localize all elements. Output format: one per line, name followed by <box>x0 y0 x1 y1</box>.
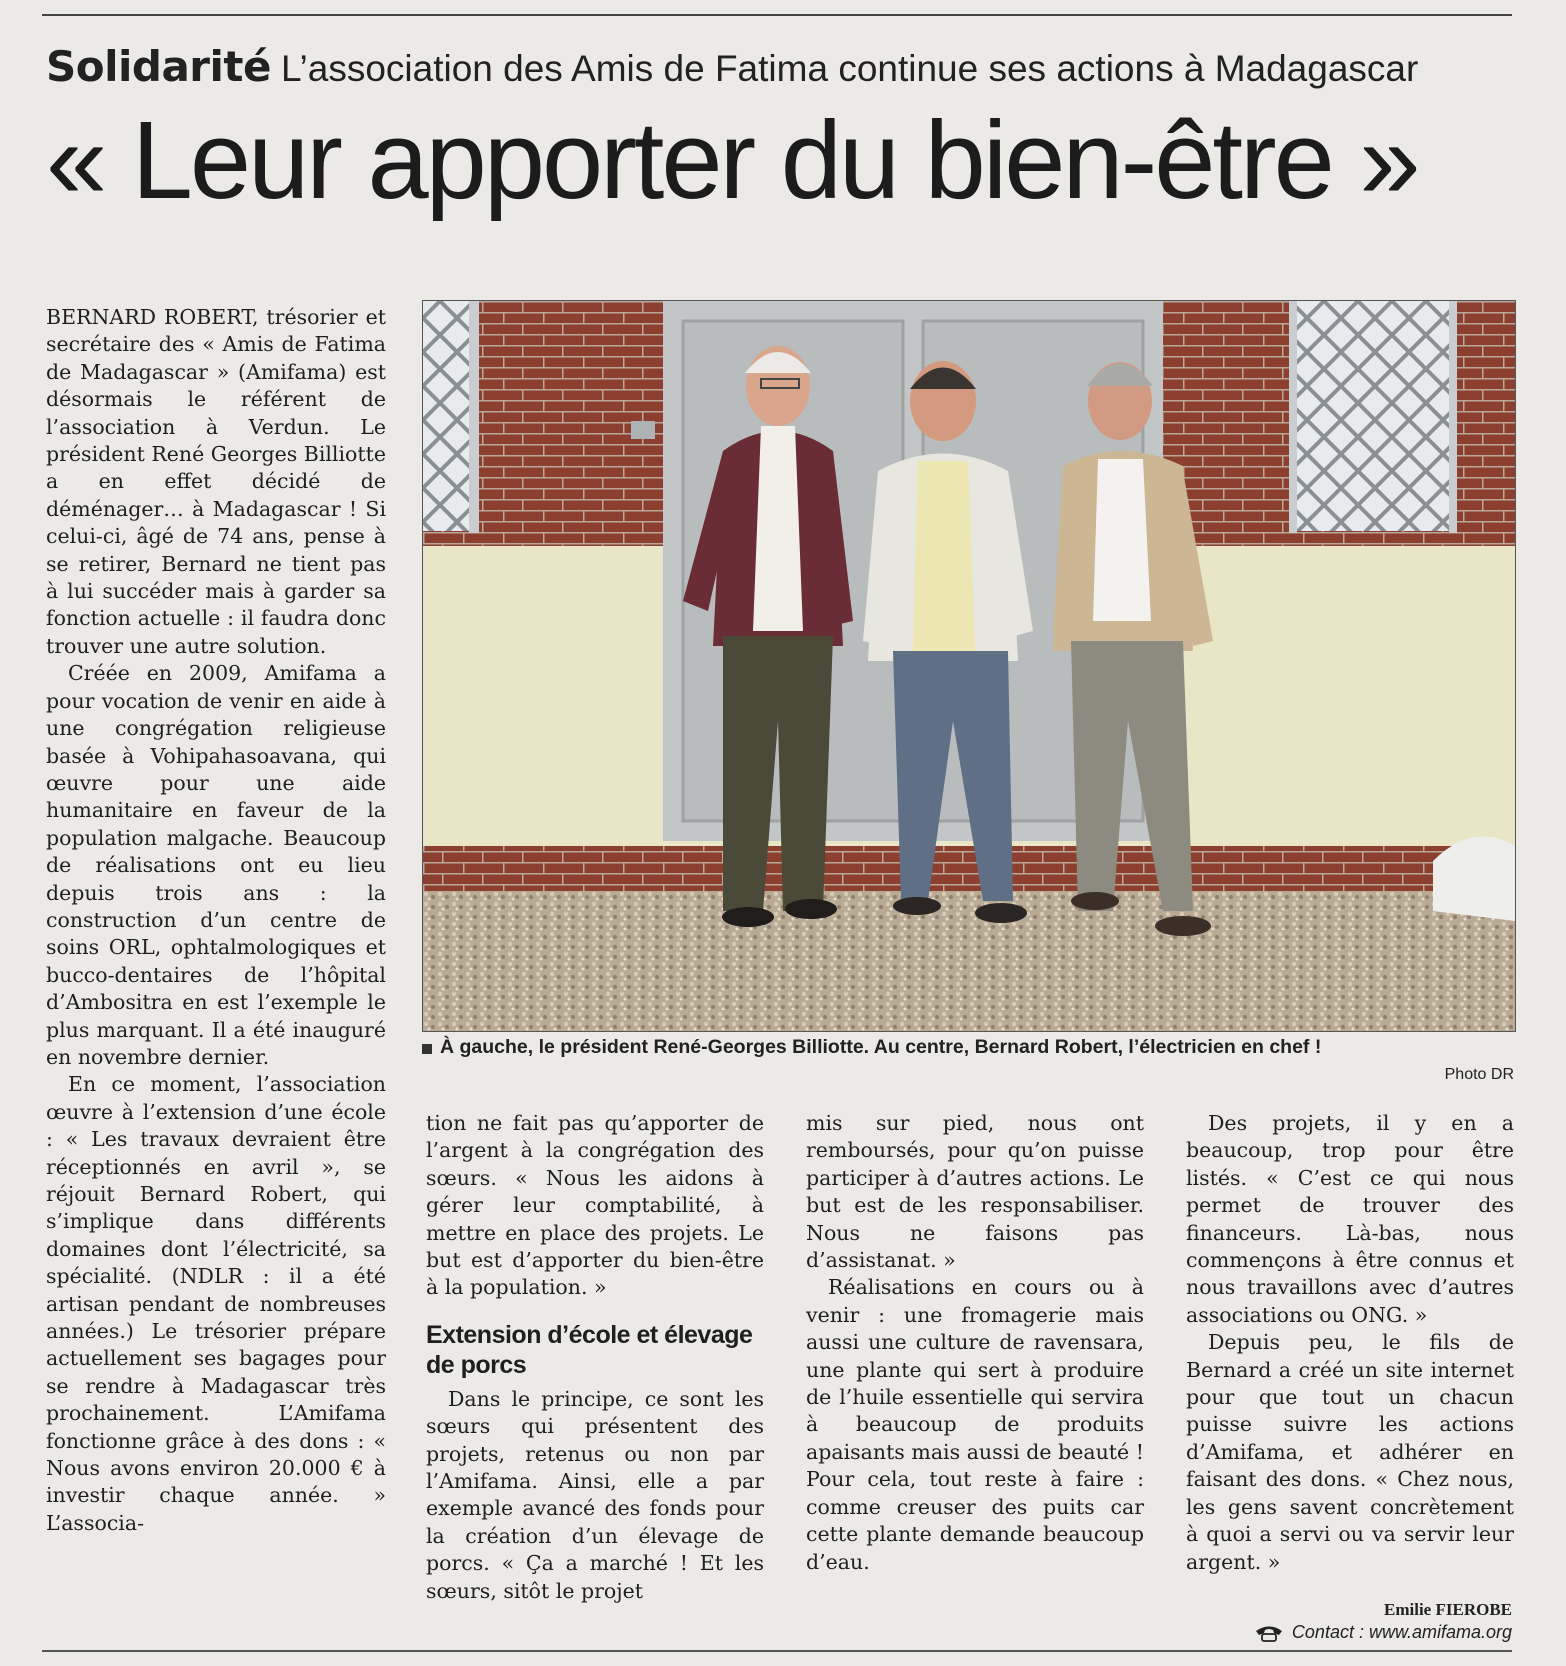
article-column-3 <box>806 1110 1144 1576</box>
paragraph: Créée en 2009, Amifama a pour vocation de venir en aide à une congrégation religieuse basée à Vohipahasoavana, qui œuvre pour une aide humanitaire en faveur de la population malgache. Beaucoup de réalisations ont eu lieu depuis trois ans : la construction d’un centre de soins ORL, ophtalmologiques et bucco-dentaires de l’hôpital d’Ambositra en est l’exemple le plus marquant. Il a été inauguré en novembre dernier. <box>46 661 386 1069</box>
caption-bullet-icon <box>422 1044 432 1054</box>
article-column-4 <box>1186 1110 1514 1576</box>
contact-text: Contact : www.amifama.org <box>1291 1622 1512 1642</box>
article-column-1 <box>46 304 386 1634</box>
paragraph: En ce moment, l’association œuvre à l’extension d’une école : « Les travaux devraient être réceptionnés en avril », se réjouit Bernard Robert, qui s’implique dans différents domaines dont l’électricité, sa spécialité. (NDLR : il a été artisan pendant de nombreuses années.) Le trésorier prépare actuellement ses bagages pour se rendre à Madagascar très prochainement. L’Amifama fonctionne grâce à des dons : « Nous avons environ 20.000 € à investir chaque année. » L’associa- <box>46 1072 386 1535</box>
article-photo <box>422 300 1516 1032</box>
author-byline: Emilie FIEROBE <box>1384 1600 1512 1619</box>
top-rule <box>42 14 1512 16</box>
phone-icon <box>1254 1624 1284 1642</box>
article-subtitle: L’association des Amis de Fatima continue ses actions à Madagascar <box>280 48 1419 89</box>
paragraph: Dans le principe, ce sont les sœurs qui présentent des projets, retenus ou non par l’Amifama. Ainsi, elle a par exemple avancé des fonds pour la création d’un élevage de porcs. « Ça a marché ! Et les sœurs, sitôt le projet <box>426 1386 764 1603</box>
contact-line <box>1254 1622 1512 1643</box>
paragraph: Depuis peu, le fils de Bernard a créé un site internet pour que tout un chacun puisse suivre les actions d’Amifama, et adhérer en faisant des dons. « Chez nous, les gens savent concrètement à quoi a servi ou va servir leur argent. » <box>1186 1330 1514 1574</box>
paragraph: tion ne fait pas qu’apporter de l’argent à la congrégation des sœurs. « Nous les aidons à gérer leur comptabilité, à mettre en place des projets. Le but est d’apporter du bien-être à la population. » <box>426 1111 764 1300</box>
paragraph: BERNARD ROBERT, trésorier et secrétaire des « Amis de Fatima de Madagascar » (Amifama) est désormais le référent de l’association à Verdun. Le président René Georges Billiotte a en effet décidé de déménager… à Madagascar ! Si celui-ci, âgé de 74 ans, pense à se retirer, Bernard ne tient pas à lui succéder mais à garder sa fonction actuelle : il faudra donc trouver une autre solution. <box>46 305 386 658</box>
photo-credit: Photo DR <box>1444 1066 1514 1083</box>
article-headline: « Leur apporter du bien-être » <box>46 99 1418 222</box>
kicker-row <box>46 42 1486 91</box>
photo-three-men <box>423 301 1515 1031</box>
paragraph: Réalisations en cours ou à venir : une fromagerie mais aussi une culture de ravensara, une plante qui sert à produire de l’huile essentielle qui servira à beaucoup de produits apaisants mais aussi de beauté ! Pour cela, tout reste à faire : comme creuser des puits car cette plante demande beaucoup d’eau. <box>806 1275 1144 1574</box>
paragraph: mis sur pied, nous ont remboursés, pour qu’on puisse participer à d’autres actions. Le but est de les responsabiliser. Nous ne faisons pas d’assistanat. » <box>806 1111 1144 1273</box>
section-subhead: Extension d’école et élevage de porcs <box>426 1320 753 1379</box>
section-kicker: Solidarité <box>46 42 271 91</box>
bottom-rule <box>42 1650 1512 1652</box>
paragraph: Des projets, il y en a beaucoup, trop pour être listés. « C’est ce qui nous permet de trouver des financeurs. Là-bas, nous commençons à être connus et nous travaillons avec d’autres associations ou ONG. » <box>1186 1111 1514 1327</box>
photo-caption: À gauche, le président René-Georges Billiotte. Au centre, Bernard Robert, l’électricien en chef ! <box>440 1036 1322 1058</box>
article-column-2 <box>426 1110 764 1605</box>
photo-caption-row <box>422 1036 1514 1059</box>
